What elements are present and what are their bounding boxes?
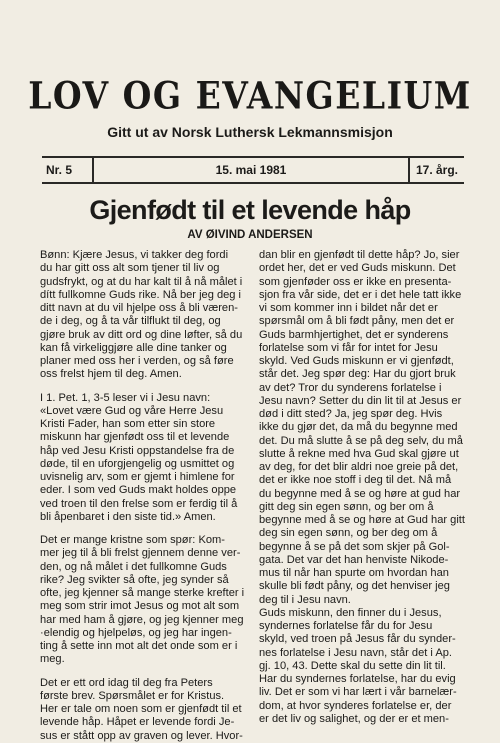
issue-number: Nr. 5 <box>42 158 94 182</box>
masthead-title: LOV OG EVANGELIUM <box>28 73 472 118</box>
article-column-right <box>259 249 464 726</box>
paragraph-peter: Det er ett ord idag til deg fra Peters første brev. Spørsmålet er for Kristus. Her er tale om noen som er gjenfødt til et levende håp. Håpet er levende fordi Je- sus er stått opp av graven og lever. Hvor- <box>40 676 243 742</box>
article-byline: AV ØIVIND ANDERSEN <box>187 229 313 241</box>
paragraph-scripture: I 1. Pet. 1, 3-5 leser vi i Jesu navn: «Lovet være Gud og våre Herre Jesu Kristi Fader, han som etter sin store miskunn har gjenfødt oss til et levende håp ved Jesu Kristi oppstandelse fra de døde, til en uforgjengelig og usmittet og uvisnelig arv, som er gjemt i himlene for eder. I som ved Guds makt holdes oppe ved troen til den frelse som er ferdig til å bli åpenbaret i den siste tid.» Amen. <box>40 391 238 523</box>
paragraph-question: Det er mange kristne som spør: Kom- mer jeg til å bli frelst gjennem denne ver- den, og nå målet i det fullkomne Guds rike? Jeg svikter så ofte, jeg synder så ofte, jeg kjenner så mange sterke krefter i meg som strir imot Jesus og mot alt som har med ham å gjøre, og jeg kjenner meg ·elendig og hjelpeløs, og jeg har ingen- ting å sette inn mot alt det onde som er i meg. <box>40 534 245 666</box>
paragraph-prayer: Bønn: Kjære Jesus, vi takker deg fordi du har gitt oss alt som tjener til liv og gudsfrykt, og at du har kalt til å nå målet i dítt fullkomne Guds rike. Nå ber jeg deg i ditt navn at du vil hjelpe oss å bli væren- de i deg, og å ta vår tilflukt til deg, og gjøre bruk av ditt ord og dine løfter, så du kan få virkeliggjøre alle dine tanker og planer med oss her i verden, og så føre oss frelst hjem til deg. Amen. <box>40 249 243 381</box>
paragraph-mercy: dan blir en gjenfødt til dette håp? Jo, sier ordet her, det er ved Guds miskunn. Det som gjenføder oss er ikke en presenta- sjon fra vår side, det er i det hele tatt ikke vi som kommer inn i bildet når det er spørsmål om å bli født påny, men det er Guds barmhjertighet, det er synderens forlatelse som vi får for intet for Jesu skyld. Ved Guds miskunn er vi gjenfødt, står det. Jeg spør deg: Har du gjort bruk av det? Tror du synderens forlatelse i Jesu navn? Setter du din lit til at Jesus er død i ditt sted? Ja, jeg spør deg. Hvis ikke du gjør det, da må du begynne med det. Du må slutte å se på deg selv, du må slutte å rekne med hva Gud skal gjøre ut av deg, for det blir aldri noe greie på det, det er ikke noe stoff i deg til det. Nå må du begynne med å se og høre at gud har gitt deg sin egen sønn, og ber om å begynne med å se og høre at Gud har gitt deg sin egen sønn, og ber deg om å begynne å se på det som skjer på Gol- gata. Det var det han henviste Nikode- mus til når han spurte om hvordan han skulle bli født påny, og det henviser jeg deg til i Jesu navn. <box>259 249 465 606</box>
article-headline: Gjenfødt til et levende håp <box>89 195 411 225</box>
issue-date: 15. mai 1981 <box>215 163 287 177</box>
masthead-subtitle: Gitt ut av Norsk Luthersk Lekmannsmisjon <box>107 124 393 140</box>
paragraph-forgiveness: Guds miskunn, den finner du i Jesus, syndernes forlatelse får du for Jesu skyld, ved troen på Jesus får du synder- nes forlatelse i Jesu navn, står det i Ap. gj. 10, 43. Dette skal du sette din lit til. Har du syndernes forlatelse, har du evig liv. Det er som vi har lært i vår barnelær- dom, at hvor synderes forlatelse er, der er det liv og salighet, og der er et men- <box>259 606 457 725</box>
volume-year: 17. årg. <box>408 158 464 182</box>
article-column-left <box>40 249 245 743</box>
issue-info-bar <box>42 156 464 184</box>
